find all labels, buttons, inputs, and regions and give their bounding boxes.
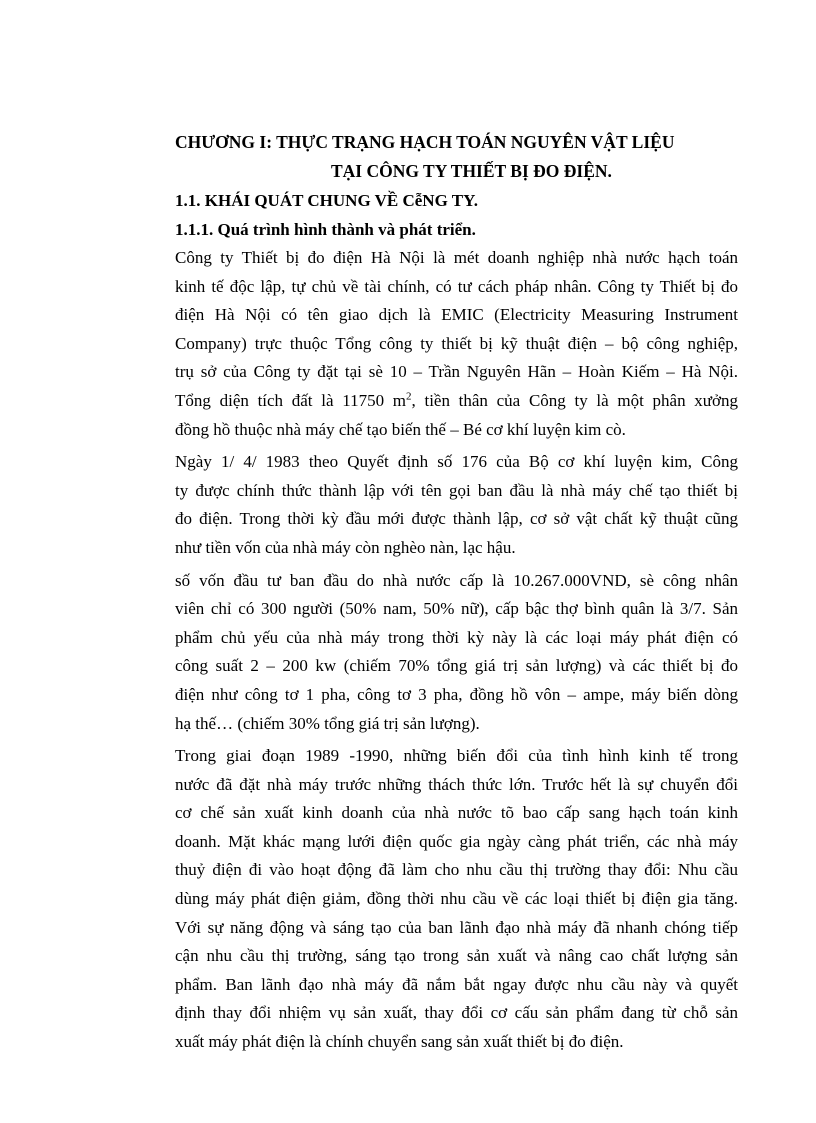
paragraph-line: Trong giai đoạn 1989 -1990, những biến đổi của tình hình kinh tế trong [175,746,738,766]
area-text-continued: , tiền thân của Công ty là một phân xưởng [411,390,738,410]
paragraph-line: Công ty Thiết bị đo điện Hà Nội là mét doanh nghiệp nhà nước hạch toán [175,248,738,267]
paragraph-line-area [135,387,738,416]
paragraph-line: kinh tế độc lập, tự chủ về tài chính, có tư cách pháp nhân. Công ty Thiết bị đo [175,276,738,296]
paragraph-line: xuất máy phát điện là chính chuyển sang sản xuất thiết bị đo điện. [175,1032,624,1052]
paragraph-line: cơ chế sản xuất kinh doanh của nhà nước tõ bao cấp sang hạch toán kinh [175,803,738,823]
paragraph-line: định thay đổi nhiệm vụ sản xuất, thay đổi cơ cấu sản phẩm đang từ chỗ sản [175,1003,738,1023]
subsection-heading: 1.1.1. Quá trình hình thành và phát triển. [175,220,476,239]
document-body [135,128,738,1061]
paragraph-line: hạ thế… (chiếm 30% tổng giá trị sản lượng). [175,713,480,733]
paragraph-line: Company) trực thuộc Tổng công ty thiết bị kỹ thuật điện – bộ công nghiệp, [175,333,738,353]
paragraph-line: công suất 2 – 200 kw (chiếm 70% tổng giá trị sản lượng) và các thiết bị đo [175,656,738,676]
paragraph-line: số vốn đầu tư ban đầu do nhà nước cấp là 10.267.000VND, sè công nhân [175,570,738,590]
paragraph-1 [135,244,738,444]
paragraph-line: đo điện. Trong thời kỳ đầu mới được thành lập, cơ sở vật chất kỹ thuật cũng [175,509,738,529]
paragraph-line: dùng máy phát điện giảm, đồng thời nhu cầu về các loại thiết bị điện gia tăng. [175,889,738,909]
paragraph-line: phẩm. Ban lãnh đạo nhà máy đã nắm bắt ngay được nhu cầu này và quyết [175,974,738,994]
paragraph-line: doanh. Mặt khác mạng lưới điện quốc gia ngày càng phát triển, các nhà máy [175,831,738,851]
paragraph-line: Với sự năng động và sáng tạo của ban lãnh đạo nhà máy đã nhanh chóng tiếp [175,917,738,937]
paragraph-line: nước đã đặt nhà máy trước những thách thức lớn. Trước hết là sự chuyển đổi [175,774,738,794]
paragraph-line: thuỷ điện đi vào hoạt động đã làm cho nhu cầu thị trường thay đổi: Nhu cầu [175,860,738,880]
paragraph-4 [135,742,738,1057]
paragraph-line: phẩm chủ yếu của nhà máy trong thời kỳ này là các loại máy phát điện có [175,627,738,647]
paragraph-line: điện Hà Nội có tên giao dịch là EMIC (Electricity Measuring Instrument [175,305,738,325]
paragraph-line: viên chỉ có 300 người (50% nam, 50% nữ), cấp bậc thợ bình quân là 3/7. Sản [175,599,738,619]
paragraph-line: Ngày 1/ 4/ 1983 theo Quyết định số 176 của Bộ cơ khí luyện kim, Công [175,452,738,472]
chapter-title-line-1: CHƯƠNG I: THỰC TRẠNG HẠCH TOÁN NGUYÊN VẬT LIỆU [175,132,675,152]
paragraph-2 [135,448,738,562]
square-meter-superscript: 2 [406,390,412,403]
paragraph-3 [135,567,738,739]
paragraph-line: ty được chính thức thành lập với tên gọi ban đầu là nhà máy chế tạo thiết bị [175,480,738,500]
chapter-title-line-2: TẠI CÔNG TY THIẾT BỊ ĐO ĐIỆN. [331,161,612,181]
paragraph-line: điện như công tơ 1 pha, công tơ 3 pha, đồng hồ vôn – ampe, máy biến dòng [175,684,738,704]
paragraph-line: như tiền vốn của nhà máy còn nghèo nàn, lạc hậu. [175,537,516,557]
paragraph-line: trụ sở của Công ty đặt tại sè 10 – Trần Nguyên Hãn – Hoàn Kiếm – Hà Nội. [175,362,738,382]
paragraph-line: cận nhu cầu thị trường, sáng tạo trong sản xuất và nâng cao chất lượng sản [175,946,738,966]
paragraph-line: đồng hồ thuộc nhà máy chế tạo biến thế – Bé cơ khí luyện kim cò. [175,419,626,439]
chapter-title [135,128,738,186]
section-heading: 1.1. KHÁI QUÁT CHUNG VỀ CễNG TY. [175,191,479,210]
area-text: Tổng diện tích đất là 11750 m [175,390,407,410]
